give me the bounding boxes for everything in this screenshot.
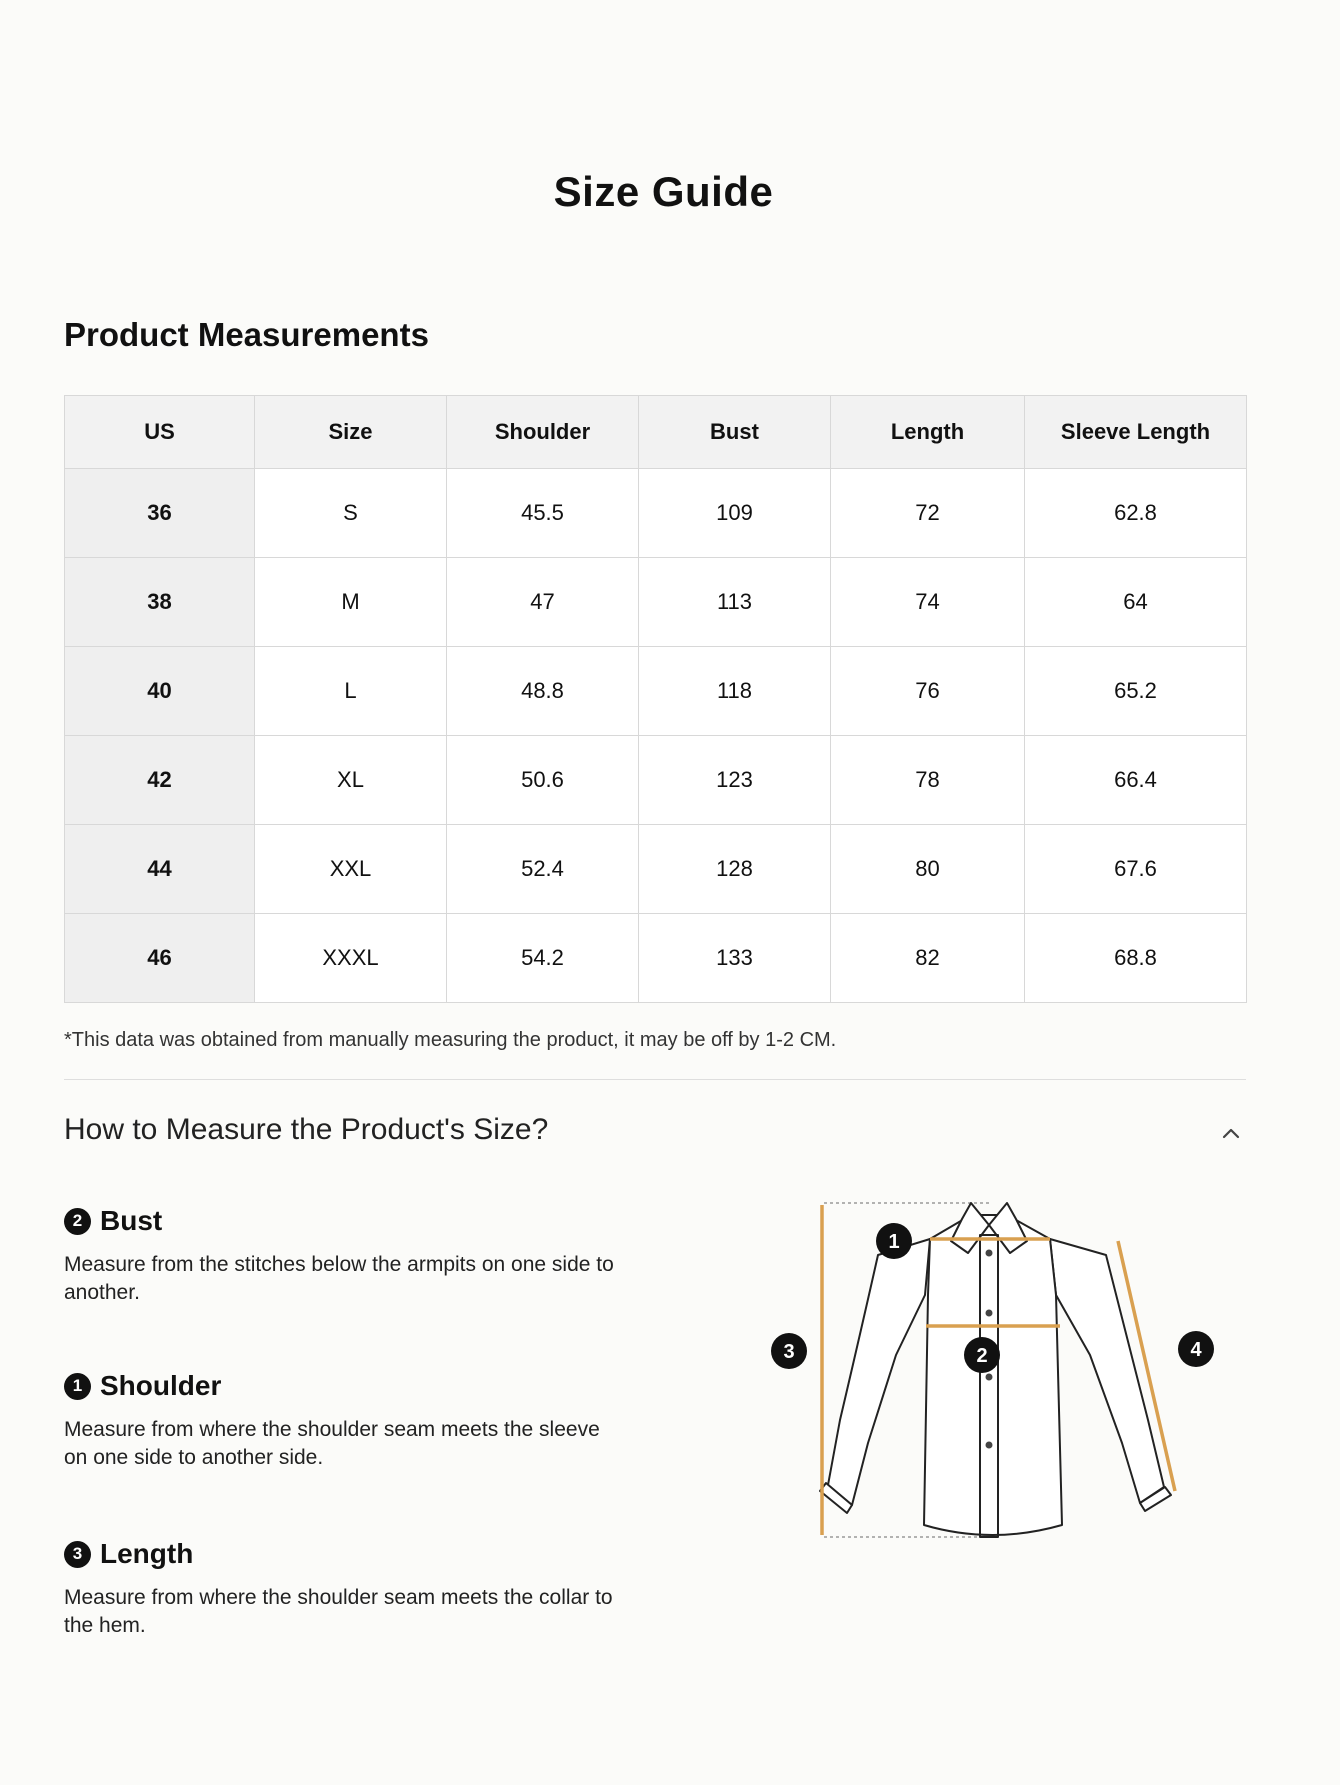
- table-cell: 109: [639, 469, 831, 558]
- table-cell: XXXL: [255, 914, 447, 1003]
- table-cell: 82: [831, 914, 1025, 1003]
- svg-text:1: 1: [888, 1231, 900, 1253]
- measure-item-description: Measure from the stitches below the armpits on one side to another.: [64, 1253, 614, 1304]
- table-row: [65, 825, 1247, 914]
- table-cell: 76: [831, 647, 1025, 736]
- table-header-cell: Size: [255, 396, 447, 469]
- table-header-cell: Sleeve Length: [1025, 396, 1247, 469]
- measure-item-label: Bust: [100, 1205, 163, 1236]
- table-header-cell: Length: [831, 396, 1025, 469]
- button-dot-icon: [986, 1442, 993, 1449]
- table-cell: 54.2: [447, 914, 639, 1003]
- button-dot-icon: [986, 1310, 993, 1317]
- table-cell: 38: [65, 558, 255, 647]
- table-cell: 42: [65, 736, 255, 825]
- table-cell: 36: [65, 469, 255, 558]
- table-cell: 133: [639, 914, 831, 1003]
- button-dot-icon: [986, 1374, 993, 1381]
- table-cell: M: [255, 558, 447, 647]
- table-cell: 72: [831, 469, 1025, 558]
- measure-item-label: Shoulder: [100, 1370, 222, 1401]
- how-to-measure-heading: How to Measure the Product's Size?: [64, 1113, 549, 1146]
- table-cell: S: [255, 469, 447, 558]
- table-cell: 47: [447, 558, 639, 647]
- table-cell: 46: [65, 914, 255, 1003]
- svg-text:2: 2: [976, 1345, 988, 1367]
- table-cell: 66.4: [1025, 736, 1247, 825]
- svg-text:3: 3: [783, 1341, 795, 1363]
- number-badge-icon: 3: [64, 1541, 91, 1568]
- table-row: [65, 558, 1247, 647]
- table-row: [65, 469, 1247, 558]
- table-cell: 74: [831, 558, 1025, 647]
- table-cell: 62.8: [1025, 469, 1247, 558]
- number-badge-icon: 2: [64, 1208, 91, 1235]
- table-header-cell: Bust: [639, 396, 831, 469]
- number-badge-icon: 1: [64, 1373, 91, 1400]
- measure-item-title: [64, 1536, 624, 1572]
- table-header-cell: US: [65, 396, 255, 469]
- table-cell: 64: [1025, 558, 1247, 647]
- marker-2-icon: [964, 1337, 1000, 1373]
- measure-item-label: Length: [100, 1538, 194, 1569]
- table-cell: 80: [831, 825, 1025, 914]
- table-cell: 45.5: [447, 469, 639, 558]
- table-header-cell: Shoulder: [447, 396, 639, 469]
- chevron-up-icon: [1216, 1118, 1246, 1148]
- measure-item-description: Measure from where the shoulder seam meets the sleeve on one side to another side.: [64, 1418, 600, 1469]
- table-cell: 118: [639, 647, 831, 736]
- size-table: [64, 395, 1247, 1003]
- table-cell: XL: [255, 736, 447, 825]
- svg-text:4: 4: [1190, 1339, 1202, 1361]
- section-divider: [64, 1079, 1246, 1080]
- measure-item-shoulder: [64, 1368, 624, 1472]
- table-cell: 52.4: [447, 825, 639, 914]
- table-row: [65, 736, 1247, 825]
- shirt-diagram: [760, 1195, 1240, 1555]
- table-header-row: [65, 396, 1247, 469]
- table-cell: 123: [639, 736, 831, 825]
- measure-item-title: [64, 1203, 624, 1239]
- table-cell: 50.6: [447, 736, 639, 825]
- section-title: Product Measurements: [64, 316, 429, 353]
- measure-item-description: Measure from where the shoulder seam meets the collar to the hem.: [64, 1586, 613, 1637]
- measurement-note: *This data was obtained from manually measuring the product, it may be off by 1-2 CM.: [64, 1029, 837, 1051]
- marker-4-icon: [1178, 1331, 1214, 1367]
- button-dot-icon: [986, 1250, 993, 1257]
- table-cell: 78: [831, 736, 1025, 825]
- measure-item-bust: [64, 1203, 624, 1307]
- page-title: Size Guide: [553, 168, 774, 215]
- table-row: [65, 914, 1247, 1003]
- table-cell: 68.8: [1025, 914, 1247, 1003]
- measure-item-title: [64, 1368, 624, 1404]
- table-cell: 48.8: [447, 647, 639, 736]
- table-cell: XXL: [255, 825, 447, 914]
- table-row: [65, 647, 1247, 736]
- table-cell: 67.6: [1025, 825, 1247, 914]
- table-cell: 40: [65, 647, 255, 736]
- measure-item-length: [64, 1536, 624, 1640]
- table-cell: 65.2: [1025, 647, 1247, 736]
- table-cell: L: [255, 647, 447, 736]
- table-cell: 44: [65, 825, 255, 914]
- table-cell: 113: [639, 558, 831, 647]
- shirt-outline-icon: [820, 1203, 1171, 1537]
- marker-3-icon: [771, 1333, 807, 1369]
- marker-1-icon: [876, 1223, 912, 1259]
- size-table-container: [64, 395, 1246, 1003]
- collapse-toggle-button[interactable]: [1216, 1118, 1246, 1148]
- table-cell: 128: [639, 825, 831, 914]
